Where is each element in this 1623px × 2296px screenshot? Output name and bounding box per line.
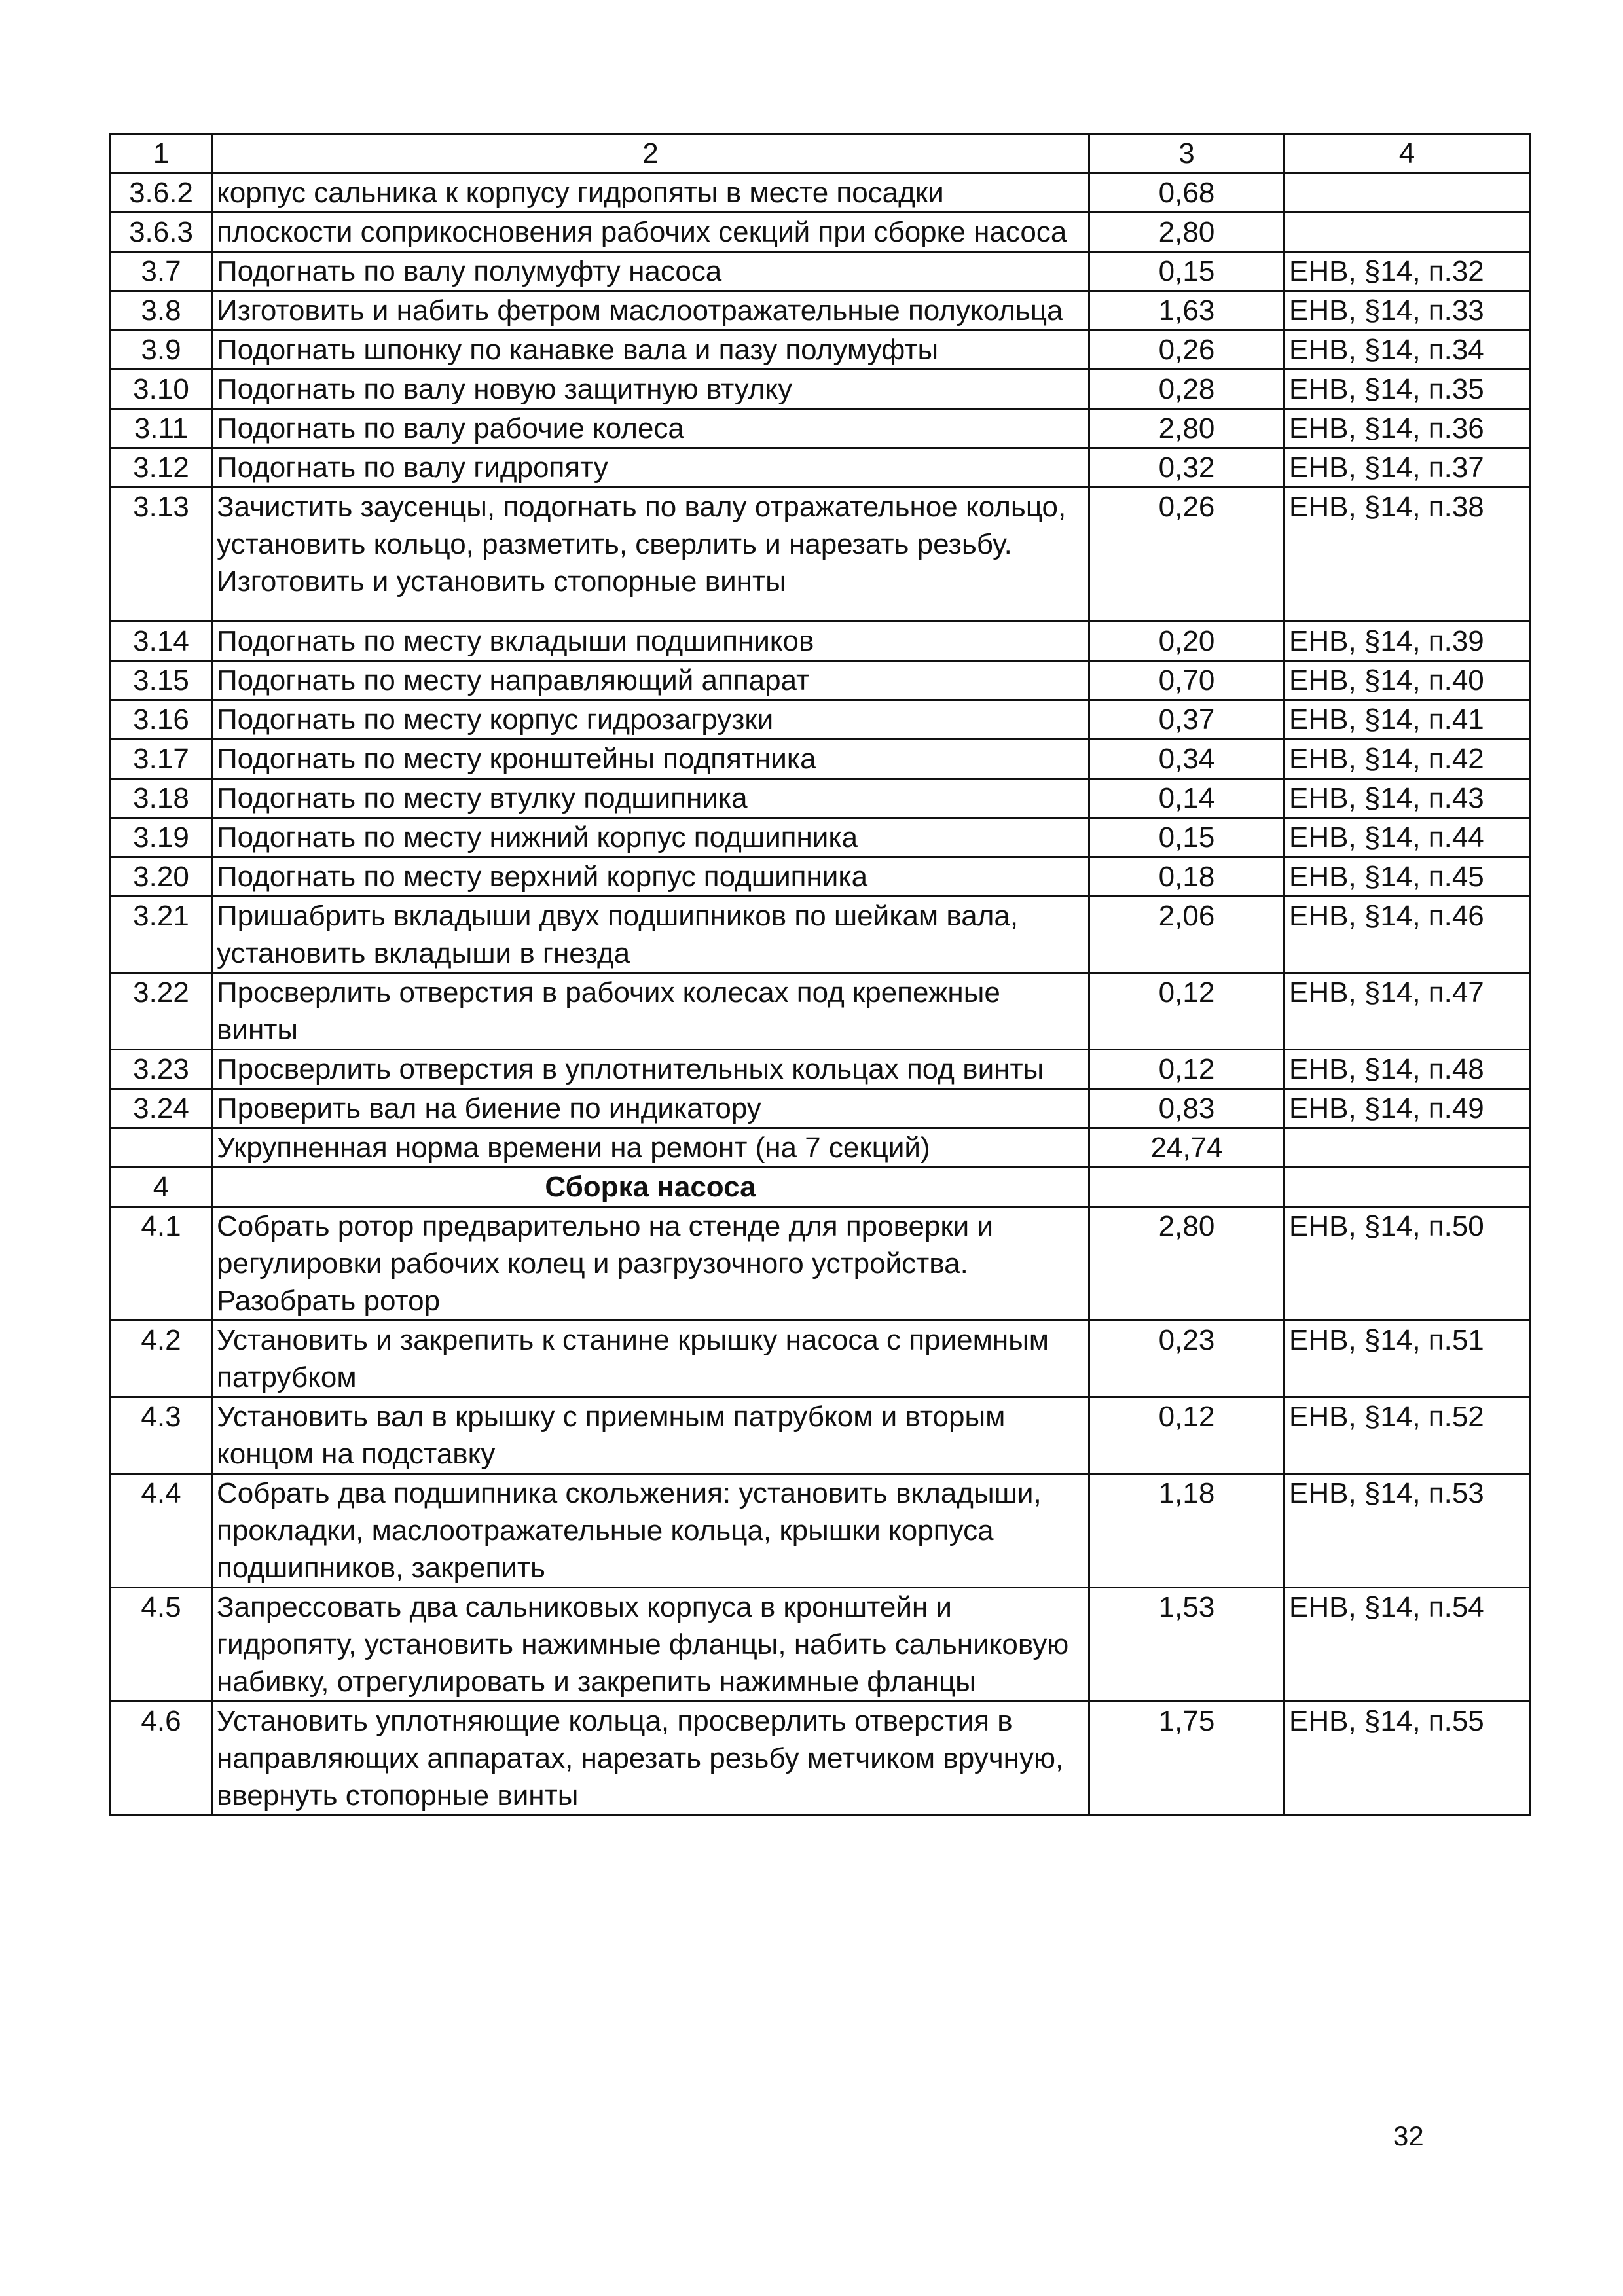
reference-cell: ЕНВ, §14, п.53 (1285, 1474, 1530, 1588)
item-number-cell: 3.21 (111, 897, 212, 973)
table-row (111, 331, 1530, 370)
operation-cell: Запрессовать два сальниковых корпуса в кронштейн и гидропяту, установить нажимные фланцы, набить сальниковую набивку, отрегулировать и закрепить нажимные фланцы (212, 1588, 1089, 1702)
operation-cell: Зачистить заусенцы, подогнать по валу отражательное кольцо, установить кольцо, разметить, сверлить и нарезать резьбу. Изготовить и установить стопорные винты (212, 488, 1089, 622)
operation-cell: Укрупненная норма времени на ремонт (на 7 секций) (212, 1128, 1089, 1168)
reference-cell (1285, 173, 1530, 213)
item-number-cell: 3.15 (111, 661, 212, 700)
table-row (111, 661, 1530, 700)
reference-cell: ЕНВ, §14, п.38 (1285, 488, 1530, 622)
norm-value-cell: 0,15 (1089, 252, 1285, 291)
norm-value-cell: 0,12 (1089, 1397, 1285, 1474)
table-header-row (111, 134, 1530, 173)
norm-value-cell: 1,63 (1089, 291, 1285, 331)
norm-value-cell: 1,18 (1089, 1474, 1285, 1588)
table-row (111, 291, 1530, 331)
norm-value-cell: 0,23 (1089, 1321, 1285, 1397)
reference-cell: ЕНВ, §14, п.43 (1285, 779, 1530, 818)
table-row (111, 857, 1530, 897)
document-page (109, 133, 1529, 1816)
reference-cell: ЕНВ, §14, п.40 (1285, 661, 1530, 700)
operation-cell: Просверлить отверстия в рабочих колесах под крепежные винты (212, 973, 1089, 1050)
item-number-cell: 4.5 (111, 1588, 212, 1702)
item-number-cell: 3.9 (111, 331, 212, 370)
reference-cell: ЕНВ, §14, п.52 (1285, 1397, 1530, 1474)
norm-value-cell: 2,80 (1089, 409, 1285, 448)
item-number-cell: 3.22 (111, 973, 212, 1050)
table-row (111, 488, 1530, 622)
norm-value-cell (1089, 1168, 1285, 1207)
table-row (111, 213, 1530, 252)
reference-cell: ЕНВ, §14, п.39 (1285, 622, 1530, 661)
table-row (111, 252, 1530, 291)
table-row (111, 622, 1530, 661)
page-number: 32 (1393, 2121, 1424, 2151)
table-row (111, 700, 1530, 740)
total-row (111, 1128, 1530, 1168)
item-number-cell (111, 1128, 212, 1168)
table-row (111, 1588, 1530, 1702)
item-number-cell: 3.8 (111, 291, 212, 331)
table-row (111, 370, 1530, 409)
table-row (111, 173, 1530, 213)
norm-value-cell: 0,15 (1089, 818, 1285, 857)
norm-value-cell: 0,12 (1089, 973, 1285, 1050)
reference-cell: ЕНВ, §14, п.48 (1285, 1050, 1530, 1089)
reference-cell: ЕНВ, §14, п.44 (1285, 818, 1530, 857)
reference-cell: ЕНВ, §14, п.49 (1285, 1089, 1530, 1128)
item-number-cell: 3.20 (111, 857, 212, 897)
operation-cell: Подогнать по месту нижний корпус подшипника (212, 818, 1089, 857)
reference-cell: ЕНВ, §14, п.55 (1285, 1702, 1530, 1816)
norm-value-cell: 2,80 (1089, 1207, 1285, 1321)
operation-cell: Подогнать по месту вкладыши подшипников (212, 622, 1089, 661)
table-row (111, 1397, 1530, 1474)
norm-value-cell: 2,80 (1089, 213, 1285, 252)
item-number-cell: 4.3 (111, 1397, 212, 1474)
reference-cell: ЕНВ, §14, п.41 (1285, 700, 1530, 740)
reference-cell: ЕНВ, §14, п.36 (1285, 409, 1530, 448)
header-col-4: 4 (1285, 134, 1530, 173)
operation-cell: Подогнать по валу рабочие колеса (212, 409, 1089, 448)
norm-value-cell: 0,34 (1089, 740, 1285, 779)
operation-cell: Установить вал в крышку с приемным патрубком и вторым концом на подставку (212, 1397, 1089, 1474)
norm-value-cell: 0,70 (1089, 661, 1285, 700)
operation-cell: Собрать ротор предварительно на стенде для проверки и регулировки рабочих колец и разгрузочного устройства. Разобрать ротор (212, 1207, 1089, 1321)
operation-cell: Установить и закрепить к станине крышку насоса с приемным патрубком (212, 1321, 1089, 1397)
operation-cell: Подогнать по месту направляющий аппарат (212, 661, 1089, 700)
operation-cell: Проверить вал на биение по индикатору (212, 1089, 1089, 1128)
norm-value-cell: 0,20 (1089, 622, 1285, 661)
item-number-cell: 3.6.3 (111, 213, 212, 252)
table-row (111, 973, 1530, 1050)
table-row (111, 1089, 1530, 1128)
header-col-3: 3 (1089, 134, 1285, 173)
item-number-cell: 4 (111, 1168, 212, 1207)
item-number-cell: 3.17 (111, 740, 212, 779)
item-number-cell: 3.18 (111, 779, 212, 818)
operation-cell: Подогнать по валу гидропяту (212, 448, 1089, 488)
operation-cell: Сборка насоса (212, 1168, 1089, 1207)
norm-value-cell: 1,53 (1089, 1588, 1285, 1702)
norm-value-cell: 0,28 (1089, 370, 1285, 409)
operation-cell: Собрать два подшипника скольжения: установить вкладыши, прокладки, маслоотражательные кольца, крышки корпуса подшипников, закрепить (212, 1474, 1089, 1588)
reference-cell: ЕНВ, §14, п.45 (1285, 857, 1530, 897)
reference-cell: ЕНВ, §14, п.32 (1285, 252, 1530, 291)
reference-cell: ЕНВ, §14, п.42 (1285, 740, 1530, 779)
operation-cell: Просверлить отверстия в уплотнительных кольцах под винты (212, 1050, 1089, 1089)
item-number-cell: 3.23 (111, 1050, 212, 1089)
table-row (111, 779, 1530, 818)
table-row (111, 1207, 1530, 1321)
norm-value-cell: 0,12 (1089, 1050, 1285, 1089)
norm-value-cell: 0,32 (1089, 448, 1285, 488)
table-row (111, 897, 1530, 973)
operation-cell: Подогнать шпонку по канавке вала и пазу полумуфты (212, 331, 1089, 370)
norm-value-cell: 1,75 (1089, 1702, 1285, 1816)
operation-cell: Подогнать по месту корпус гидрозагрузки (212, 700, 1089, 740)
operation-cell: Пришабрить вкладыши двух подшипников по шейкам вала, установить вкладыши в гнезда (212, 897, 1089, 973)
table-row (111, 740, 1530, 779)
norm-value-cell: 0,26 (1089, 488, 1285, 622)
item-number-cell: 3.14 (111, 622, 212, 661)
reference-cell (1285, 1128, 1530, 1168)
item-number-cell: 3.24 (111, 1089, 212, 1128)
header-col-2: 2 (212, 134, 1089, 173)
reference-cell (1285, 1168, 1530, 1207)
table-row (111, 1321, 1530, 1397)
norm-value-cell: 0,68 (1089, 173, 1285, 213)
time-norms-table (109, 133, 1531, 1816)
norm-value-cell: 0,83 (1089, 1089, 1285, 1128)
item-number-cell: 4.2 (111, 1321, 212, 1397)
operation-cell: корпус сальника к корпусу гидропяты в месте посадки (212, 173, 1089, 213)
reference-cell: ЕНВ, §14, п.50 (1285, 1207, 1530, 1321)
table-row (111, 1474, 1530, 1588)
operation-cell: Подогнать по валу полумуфту насоса (212, 252, 1089, 291)
norm-value-cell: 0,14 (1089, 779, 1285, 818)
item-number-cell: 4.6 (111, 1702, 212, 1816)
reference-cell: ЕНВ, §14, п.35 (1285, 370, 1530, 409)
operation-cell: Установить уплотняющие кольца, просверлить отверстия в направляющих аппаратах, нарезать резьбу метчиком вручную, ввернуть стопорные винты (212, 1702, 1089, 1816)
norm-value-cell: 24,74 (1089, 1128, 1285, 1168)
section-row (111, 1168, 1530, 1207)
norm-value-cell: 0,18 (1089, 857, 1285, 897)
reference-cell: ЕНВ, §14, п.37 (1285, 448, 1530, 488)
table-row (111, 1702, 1530, 1816)
operation-cell: Подогнать по валу новую защитную втулку (212, 370, 1089, 409)
reference-cell: ЕНВ, §14, п.51 (1285, 1321, 1530, 1397)
operation-cell: плоскости соприкосновения рабочих секций при сборке насоса (212, 213, 1089, 252)
reference-cell: ЕНВ, §14, п.46 (1285, 897, 1530, 973)
norm-value-cell: 0,37 (1089, 700, 1285, 740)
reference-cell: ЕНВ, §14, п.33 (1285, 291, 1530, 331)
table-row (111, 1050, 1530, 1089)
reference-cell: ЕНВ, §14, п.54 (1285, 1588, 1530, 1702)
item-number-cell: 4.4 (111, 1474, 212, 1588)
item-number-cell: 3.12 (111, 448, 212, 488)
item-number-cell: 4.1 (111, 1207, 212, 1321)
operation-cell: Подогнать по месту верхний корпус подшипника (212, 857, 1089, 897)
table-row (111, 409, 1530, 448)
header-col-1: 1 (111, 134, 212, 173)
table-row (111, 818, 1530, 857)
operation-cell: Подогнать по месту втулку подшипника (212, 779, 1089, 818)
item-number-cell: 3.7 (111, 252, 212, 291)
operation-cell: Подогнать по месту кронштейны подпятника (212, 740, 1089, 779)
item-number-cell: 3.6.2 (111, 173, 212, 213)
item-number-cell: 3.16 (111, 700, 212, 740)
norm-value-cell: 0,26 (1089, 331, 1285, 370)
reference-cell (1285, 213, 1530, 252)
operation-cell: Изготовить и набить фетром маслоотражательные полукольца (212, 291, 1089, 331)
item-number-cell: 3.19 (111, 818, 212, 857)
item-number-cell: 3.13 (111, 488, 212, 622)
norm-value-cell: 2,06 (1089, 897, 1285, 973)
item-number-cell: 3.10 (111, 370, 212, 409)
item-number-cell: 3.11 (111, 409, 212, 448)
table-body (111, 134, 1530, 1816)
table-row (111, 448, 1530, 488)
reference-cell: ЕНВ, §14, п.34 (1285, 331, 1530, 370)
reference-cell: ЕНВ, §14, п.47 (1285, 973, 1530, 1050)
